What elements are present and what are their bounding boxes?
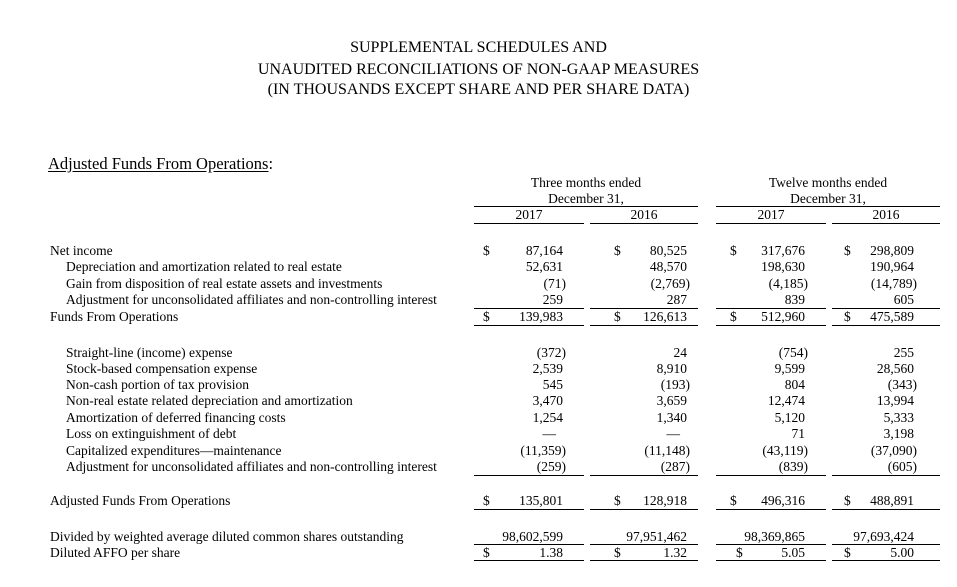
cell-gain-disposition-q2016: (2,769) [650,276,690,291]
cell-adjustment-1-y2016: 605 [893,292,914,307]
cell-ffo-y2016: 475,589 [870,309,914,324]
section-title-colon: : [268,154,274,173]
twelve-months-header-line-2: December 31, [790,191,866,206]
year-header-q-2016: 2016 [630,207,658,222]
total-rule [474,325,584,326]
cell-affo-y2017: 496,316 [761,493,805,508]
row-label-noncash-tax: Non-cash portion of tax provision [66,377,249,392]
cell-gain-disposition-y2016: (14,789) [870,276,917,291]
cell-noncash-tax-y2017: 804 [784,377,805,392]
row-label-net-income: Net income [50,243,113,258]
cell-ffo-q2017: 139,983 [519,309,563,324]
subtotal-rule [590,475,698,476]
row-label-non-real-estate-dep: Non-real estate related depreciation and amortization [66,393,353,408]
total-rule [832,509,940,510]
cell-amort-financing-q2017: 1,254 [532,410,563,425]
cell-adjustment-2-q2017: (259) [536,459,566,474]
cell-affo-per-share-y2017: 5.05 [781,545,805,560]
cell-affo-q2016: 128,918 [643,493,687,508]
cell-straight-line-y2017: (754) [778,345,808,360]
cell-non-re-dep-y2017: 12,474 [767,393,805,408]
year-rule-q-2016 [590,223,698,224]
cell-shares-q2017: 98,602,599 [502,529,563,544]
dollar-sign: $ [483,493,490,508]
cell-ffo-q2016: 126,613 [643,309,687,324]
cell-affo-q2017: 135,801 [519,493,563,508]
cell-stock-comp-y2016: 28,560 [876,361,914,376]
row-label-amort-financing: Amortization of deferred financing costs [66,410,286,425]
cell-ffo-y2017: 512,960 [761,309,805,324]
report-title-line-1: SUPPLEMENTAL SCHEDULES AND [350,39,607,56]
cell-non-re-dep-q2017: 3,470 [532,393,563,408]
year-rule-q-2017 [474,223,584,224]
cell-capex-y2017: (43,119) [762,443,808,458]
cell-shares-y2016: 97,693,424 [853,529,914,544]
cell-loss-extinguishment-q2016: — [666,426,680,441]
dollar-sign: $ [844,545,851,560]
year-rule-y-2017 [716,223,826,224]
dollar-sign: $ [730,309,737,324]
dollar-sign: $ [614,243,621,258]
dollar-sign: $ [614,545,621,560]
cell-straight-line-q2016: 24 [673,345,687,360]
cell-depreciation-q2017: 52,631 [525,259,563,274]
row-label-loss-extinguishment: Loss on extinguishment of debt [66,426,237,441]
dollar-sign: $ [730,243,737,258]
cell-noncash-tax-y2016: (343) [887,377,917,392]
cell-depreciation-q2016: 48,570 [649,259,687,274]
cell-net-income-q2016: 80,525 [649,243,687,258]
cell-net-income-y2017: 317,676 [761,243,805,258]
row-label-ffo: Funds From Operations [50,309,179,324]
total-rule [590,325,698,326]
cell-amort-financing-y2017: 5,120 [774,410,805,425]
row-label-adjustment-unconsolidated-2: Adjustment for unconsolidated affiliates and non-controlling interest [66,459,437,474]
total-rule [716,325,826,326]
year-rule-y-2016 [832,223,940,224]
dollar-sign: $ [844,309,851,324]
cell-loss-extinguishment-y2016: 3,198 [883,426,914,441]
cell-affo-per-share-y2016: 5.00 [890,545,914,560]
section-title-text: Adjusted Funds From Operations [48,154,269,173]
cell-adjustment-1-q2016: 287 [666,292,687,307]
total-rule [474,560,584,561]
row-label-adjustment-unconsolidated-1: Adjustment for unconsolidated affiliates and non-controlling interest [66,292,437,307]
total-rule [590,509,698,510]
cell-depreciation-y2016: 190,964 [870,259,914,274]
cell-straight-line-q2017: (372) [536,345,566,360]
cell-adjustment-2-y2016: (605) [887,459,917,474]
cell-capex-y2016: (37,090) [870,443,917,458]
cell-shares-q2016: 97,951,462 [626,529,687,544]
report-title-line-3: (IN THOUSANDS EXCEPT SHARE AND PER SHARE DATA) [267,81,690,98]
cell-shares-y2017: 98,369,865 [744,529,805,544]
cell-amort-financing-y2016: 5,333 [883,410,914,425]
row-label-affo-per-share: Diluted AFFO per share [50,545,181,560]
cell-loss-extinguishment-y2017: 71 [791,426,805,441]
cell-stock-comp-q2017: 2,539 [532,361,563,376]
cell-adjustment-1-y2017: 839 [784,292,805,307]
row-label-stock-comp: Stock-based compensation expense [66,361,258,376]
cell-stock-comp-q2016: 8,910 [656,361,687,376]
cell-capex-q2017: (11,359) [520,443,566,458]
dollar-sign: $ [614,309,621,324]
dollar-sign: $ [736,545,743,560]
dollar-sign: $ [614,493,621,508]
cell-adjustment-2-q2016: (287) [660,459,690,474]
dollar-sign: $ [483,545,490,560]
total-rule [716,560,826,561]
subtotal-rule [716,475,826,476]
total-rule [716,509,826,510]
cell-net-income-q2017: 87,164 [525,243,563,258]
year-header-y-2016: 2016 [872,207,900,222]
total-rule [832,325,940,326]
cell-affo-per-share-q2017: 1.38 [539,545,563,560]
subtotal-rule [832,475,940,476]
dollar-sign: $ [730,493,737,508]
cell-non-re-dep-q2016: 3,659 [656,393,687,408]
three-months-header-line-1: Three months ended [530,175,642,190]
cell-affo-y2016: 488,891 [870,493,914,508]
row-label-weighted-shares: Divided by weighted average diluted common shares outstanding [50,529,404,544]
cell-loss-extinguishment-q2017: — [542,426,556,441]
cell-non-re-dep-y2016: 13,994 [876,393,914,408]
year-header-q-2017: 2017 [515,207,543,222]
section-title [48,154,273,174]
cell-noncash-tax-q2016: (193) [660,377,690,392]
cell-gain-disposition-y2017: (4,185) [768,276,808,291]
dollar-sign: $ [844,243,851,258]
cell-noncash-tax-q2017: 545 [542,377,563,392]
row-label-affo: Adjusted Funds From Operations [50,493,231,508]
cell-capex-q2016: (11,148) [644,443,690,458]
cell-gain-disposition-q2017: (71) [543,276,566,291]
cell-net-income-y2016: 298,809 [870,243,914,258]
dollar-sign: $ [844,493,851,508]
report-title-line-2: UNAUDITED RECONCILIATIONS OF NON-GAAP MEASURES [257,61,700,78]
three-months-header-line-2: December 31, [548,191,624,206]
row-label-gain-disposition: Gain from disposition of real estate assets and investments [66,276,383,291]
dollar-sign: $ [483,243,490,258]
cell-depreciation-y2017: 198,630 [761,259,805,274]
row-label-capex: Capitalized expenditures—maintenance [66,443,282,458]
row-label-depreciation: Depreciation and amortization related to real estate [66,259,342,274]
cell-adjustment-1-q2017: 259 [542,292,563,307]
row-label-straight-line: Straight-line (income) expense [66,345,233,360]
twelve-months-header-line-1: Twelve months ended [768,175,888,190]
dollar-sign: $ [483,309,490,324]
cell-straight-line-y2016: 255 [893,345,914,360]
cell-adjustment-2-y2017: (839) [778,459,808,474]
total-rule [590,560,698,561]
total-rule [832,560,940,561]
subtotal-rule [474,475,584,476]
year-header-y-2017: 2017 [757,207,785,222]
cell-amort-financing-q2016: 1,340 [656,410,687,425]
total-rule [474,509,584,510]
cell-affo-per-share-q2016: 1.32 [663,545,687,560]
cell-stock-comp-y2017: 9,599 [774,361,805,376]
